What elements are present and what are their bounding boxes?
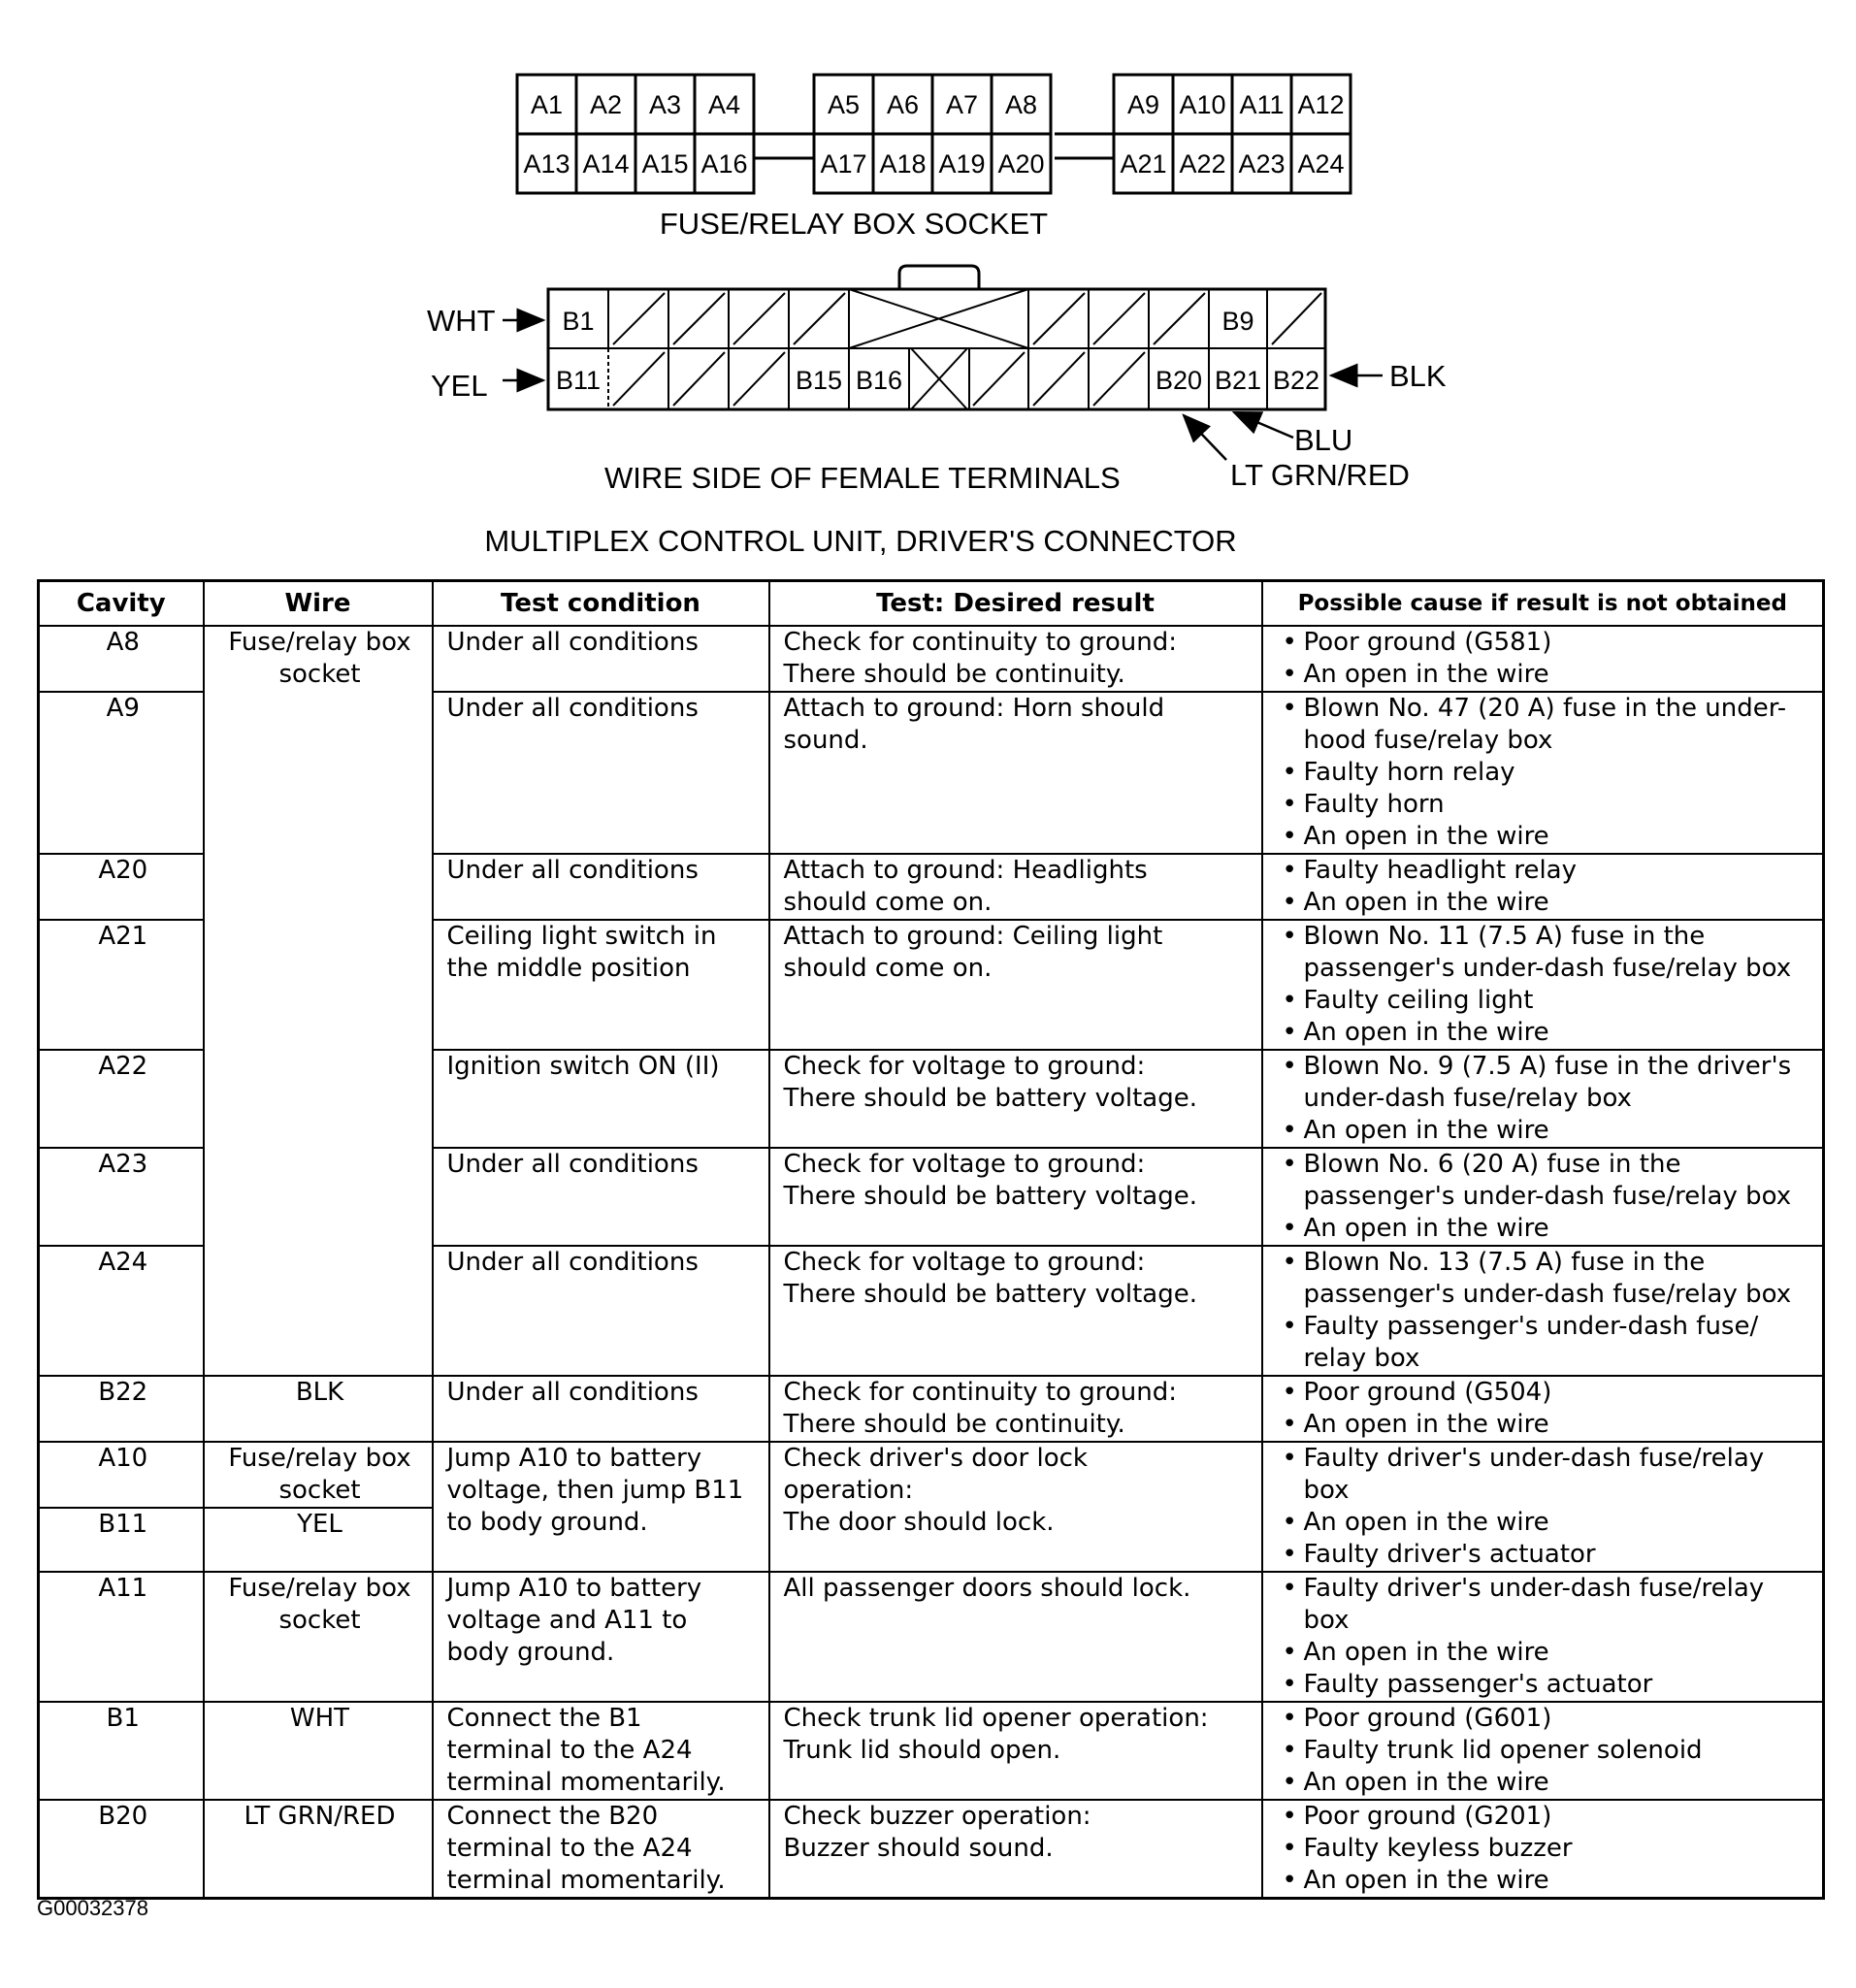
possible-cause-cell: [1262, 1572, 1824, 1702]
cause-item: • Faulty driver's under-dash fuse/relay box: [1277, 1443, 1813, 1507]
desired-result-cell: Check buzzer operation: Buzzer should sound.: [769, 1800, 1262, 1899]
socket-cavity-label: A24: [1297, 149, 1345, 179]
test-condition-cell: Under all conditions: [433, 854, 769, 920]
socket-cavity-label: A1: [530, 90, 564, 119]
cause-item: • Faulty horn: [1277, 789, 1813, 821]
wire-cell: Fuse/relay box socket: [204, 1442, 433, 1508]
terminal-b20: B20: [1155, 366, 1203, 395]
desired-result-cell: Check for continuity to ground: There should be continuity.: [769, 626, 1262, 692]
cavity-cell: A11: [39, 1572, 204, 1702]
cavity-cell: B20: [39, 1800, 204, 1899]
socket-cavity-label: A21: [1120, 149, 1167, 179]
cause-item: • Faulty horn relay: [1277, 757, 1813, 789]
test-condition-cell: Jump A10 to battery voltage, then jump B11 to body ground.: [433, 1442, 769, 1572]
socket-cavity: [695, 75, 754, 134]
socket-cavity-label: A7: [945, 90, 979, 119]
socket-cavity-label: A17: [820, 149, 867, 179]
desired-result-cell: Check for continuity to ground: There should be continuity.: [769, 1376, 1262, 1442]
socket-cavity-label: A22: [1179, 149, 1226, 179]
terminal-b21: B21: [1214, 366, 1262, 395]
table-row: [39, 1376, 1824, 1442]
cause-list: [1277, 1377, 1813, 1441]
mcu-title: MULTIPLEX CONTROL UNIT, DRIVER'S CONNECTOR: [484, 524, 1237, 558]
socket-cavity-label: A14: [582, 149, 630, 179]
terminal-b15: B15: [795, 366, 843, 395]
cause-item: • An open in the wire: [1277, 1637, 1813, 1669]
test-condition-cell: Under all conditions: [433, 692, 769, 854]
cause-list: [1277, 1443, 1813, 1571]
cause-item: • Blown No. 47 (20 A) fuse in the under- hood fuse/relay box: [1277, 693, 1813, 757]
cause-item: • Faulty passenger's under-dash fuse/ relay box: [1277, 1311, 1813, 1375]
cause-item: • Faulty keyless buzzer: [1277, 1833, 1813, 1865]
cause-list: [1277, 1703, 1813, 1799]
socket-cavity-label: A6: [886, 90, 920, 119]
cause-item: • Blown No. 13 (7.5 A) fuse in the passenger's under-dash fuse/relay box: [1277, 1247, 1813, 1311]
cause-item: • An open in the wire: [1277, 1115, 1813, 1147]
cause-item: • An open in the wire: [1277, 1507, 1813, 1539]
socket-cavity-label: A19: [938, 149, 986, 179]
terminal-b1: B1: [562, 307, 595, 336]
socket-cavity-label: A23: [1238, 149, 1286, 179]
socket-cavity: [635, 75, 695, 134]
cause-list: [1277, 693, 1813, 853]
possible-cause-cell: [1262, 1800, 1824, 1899]
cause-item: • An open in the wire: [1277, 821, 1813, 853]
cause-item: • Poor ground (G201): [1277, 1801, 1813, 1833]
header-cavity: Cavity: [39, 581, 204, 627]
socket-cavity-label: A2: [589, 90, 623, 119]
test-condition-cell: Jump A10 to battery voltage and A11 to body ground.: [433, 1572, 769, 1702]
socket-cavity: [932, 75, 992, 134]
table-header-row: [39, 581, 1824, 627]
cause-item: • An open in the wire: [1277, 1017, 1813, 1049]
desired-result-cell: Check for voltage to ground: There should be battery voltage.: [769, 1246, 1262, 1376]
cause-item: • An open in the wire: [1277, 659, 1813, 691]
socket-cavity-label: A18: [879, 149, 927, 179]
socket-cavity-label: A20: [997, 149, 1045, 179]
socket-cavity: [1173, 75, 1232, 134]
socket-cavity: [576, 75, 635, 134]
socket-cavity: [517, 75, 576, 134]
cavity-cell: A23: [39, 1148, 204, 1246]
terminal-b11: B11: [555, 366, 602, 395]
test-condition-cell: Under all conditions: [433, 1246, 769, 1376]
wire-cell: YEL: [204, 1508, 433, 1572]
fuse-socket-title: FUSE/RELAY BOX SOCKET: [659, 207, 1049, 241]
cause-list: [1277, 1801, 1813, 1897]
test-condition-cell: Connect the B1 terminal to the A24 terminal momentarily.: [433, 1702, 769, 1800]
cause-item: • An open in the wire: [1277, 1409, 1813, 1441]
socket-cavity-label: A3: [648, 90, 682, 119]
socket-cavity: [814, 134, 873, 193]
test-condition-cell: Under all conditions: [433, 1376, 769, 1442]
possible-cause-cell: [1262, 854, 1824, 920]
cavity-cell: B11: [39, 1508, 204, 1572]
cause-item: • Faulty ceiling light: [1277, 985, 1813, 1017]
socket-cavity: [695, 134, 754, 193]
cause-item: • Blown No. 9 (7.5 A) fuse in the driver's under-dash fuse/relay box: [1277, 1051, 1813, 1115]
socket-cavity-label: A12: [1297, 90, 1345, 119]
socket-cavity: [814, 75, 873, 134]
possible-cause-cell: [1262, 692, 1824, 854]
socket-cavity: [1173, 134, 1232, 193]
cavity-cell: A10: [39, 1442, 204, 1508]
socket-cavity-label: A13: [523, 149, 570, 179]
test-condition-cell: Connect the B20 terminal to the A24 terminal momentarily.: [433, 1800, 769, 1899]
mcu-subtitle: WIRE SIDE OF FEMALE TERMINALS: [604, 461, 1121, 495]
cavity-cell: A24: [39, 1246, 204, 1376]
socket-cavity: [932, 134, 992, 193]
wire-cell: WHT: [204, 1702, 433, 1800]
socket-cavity: [873, 75, 932, 134]
wire-label-blk: BLK: [1389, 359, 1447, 393]
possible-cause-cell: [1262, 920, 1824, 1050]
table-row: [39, 1442, 1824, 1508]
cavity-cell: A9: [39, 692, 204, 854]
cause-list: [1277, 627, 1813, 691]
table-row: [39, 626, 1824, 692]
socket-cavity-label: A4: [707, 90, 741, 119]
wire-label-wht: WHT: [427, 304, 496, 338]
desired-result-cell: Attach to ground: Ceiling light should come on.: [769, 920, 1262, 1050]
socket-cavity: [1114, 134, 1173, 193]
header-possible-cause: Possible cause if result is not obtained: [1262, 581, 1824, 627]
cause-item: • An open in the wire: [1277, 1213, 1813, 1245]
terminal-b9: B9: [1221, 307, 1254, 336]
mcu-connector: [548, 266, 1325, 409]
cause-item: • Poor ground (G601): [1277, 1703, 1813, 1735]
socket-cavity: [1232, 134, 1291, 193]
cause-item: • Poor ground (G581): [1277, 627, 1813, 659]
socket-cavity: [517, 134, 576, 193]
desired-result-cell: Attach to ground: Horn should sound.: [769, 692, 1262, 854]
desired-result-cell: Check driver's door lock operation: The door should lock.: [769, 1442, 1262, 1572]
cause-list: [1277, 1573, 1813, 1701]
socket-cavity: [1291, 134, 1351, 193]
cause-item: • An open in the wire: [1277, 1865, 1813, 1897]
socket-cavity: [635, 134, 695, 193]
table-row: [39, 1800, 1824, 1899]
wire-cell: BLK: [204, 1376, 433, 1442]
wire-cell: Fuse/relay box socket: [204, 1572, 433, 1702]
cause-list: [1277, 1247, 1813, 1375]
test-condition-cell: Ceiling light switch in the middle position: [433, 920, 769, 1050]
cause-list: [1277, 1149, 1813, 1245]
socket-cavity: [1114, 75, 1173, 134]
header-wire: Wire: [204, 581, 433, 627]
desired-result-cell: Check trunk lid opener operation: Trunk lid should open.: [769, 1702, 1262, 1800]
cavity-cell: B22: [39, 1376, 204, 1442]
cause-item: • Poor ground (G504): [1277, 1377, 1813, 1409]
cause-item: • An open in the wire: [1277, 887, 1813, 919]
terminal-b22: B22: [1272, 366, 1320, 395]
socket-cavity-label: A9: [1126, 90, 1160, 119]
possible-cause-cell: [1262, 1442, 1824, 1572]
test-condition-cell: Under all conditions: [433, 1148, 769, 1246]
cause-item: • Blown No. 6 (20 A) fuse in the passenger's under-dash fuse/relay box: [1277, 1149, 1813, 1213]
socket-cavity: [1232, 75, 1291, 134]
socket-cavity: [873, 134, 932, 193]
socket-cavity: [576, 134, 635, 193]
socket-cavity: [1291, 75, 1351, 134]
cause-list: [1277, 1051, 1813, 1147]
desired-result-cell: Check for voltage to ground: There should be battery voltage.: [769, 1050, 1262, 1148]
wire-label-blu: BLU: [1294, 423, 1353, 457]
socket-cavity-label: A8: [1004, 90, 1038, 119]
cause-item: • Blown No. 11 (7.5 A) fuse in the passenger's under-dash fuse/relay box: [1277, 921, 1813, 985]
cause-list: [1277, 921, 1813, 1049]
cause-item: • Faulty headlight relay: [1277, 855, 1813, 887]
socket-cavity-label: A11: [1239, 90, 1285, 119]
wire-label-ltgrn: LT GRN/RED: [1230, 458, 1410, 492]
desired-result-cell: Check for voltage to ground: There should be battery voltage.: [769, 1148, 1262, 1246]
test-condition-cell: Ignition switch ON (II): [433, 1050, 769, 1148]
cause-list: [1277, 855, 1813, 919]
wire-cell: Fuse/relay box socket: [204, 626, 433, 1376]
socket-cavity: [992, 134, 1051, 193]
possible-cause-cell: [1262, 1050, 1824, 1148]
cause-item: • Faulty driver's under-dash fuse/relay box: [1277, 1573, 1813, 1637]
socket-cavity: [992, 75, 1051, 134]
cavity-cell: A22: [39, 1050, 204, 1148]
desired-result-cell: All passenger doors should lock.: [769, 1572, 1262, 1702]
socket-cavity-label: A5: [827, 90, 861, 119]
terminal-b16: B16: [855, 366, 903, 395]
header-test-condition: Test condition: [433, 581, 769, 627]
connector-diagram: [0, 0, 1856, 572]
possible-cause-cell: [1262, 1376, 1824, 1442]
wire-cell: LT GRN/RED: [204, 1800, 433, 1899]
test-table: [37, 579, 1825, 1900]
socket-cavity-label: A10: [1179, 90, 1226, 119]
possible-cause-cell: [1262, 1702, 1824, 1800]
wire-label-yel: YEL: [431, 369, 488, 403]
figure-id: G00032378: [37, 1896, 148, 1920]
possible-cause-cell: [1262, 1246, 1824, 1376]
cause-item: • Faulty trunk lid opener solenoid: [1277, 1735, 1813, 1767]
test-condition-cell: Under all conditions: [433, 626, 769, 692]
possible-cause-cell: [1262, 1148, 1824, 1246]
socket-cavity-label: A15: [641, 149, 689, 179]
table-row: [39, 1572, 1824, 1702]
desired-result-cell: Attach to ground: Headlights should come on.: [769, 854, 1262, 920]
cavity-cell: A21: [39, 920, 204, 1050]
fuse-relay-socket: [517, 75, 1351, 241]
cavity-cell: A8: [39, 626, 204, 692]
table-row: [39, 1702, 1824, 1800]
cause-item: • Faulty passenger's actuator: [1277, 1669, 1813, 1701]
cause-item: • Faulty driver's actuator: [1277, 1539, 1813, 1571]
cause-item: • An open in the wire: [1277, 1767, 1813, 1799]
socket-cavity-label: A16: [700, 149, 748, 179]
possible-cause-cell: [1262, 626, 1824, 692]
cavity-cell: A20: [39, 854, 204, 920]
header-desired-result: Test: Desired result: [769, 581, 1262, 627]
cavity-cell: B1: [39, 1702, 204, 1800]
